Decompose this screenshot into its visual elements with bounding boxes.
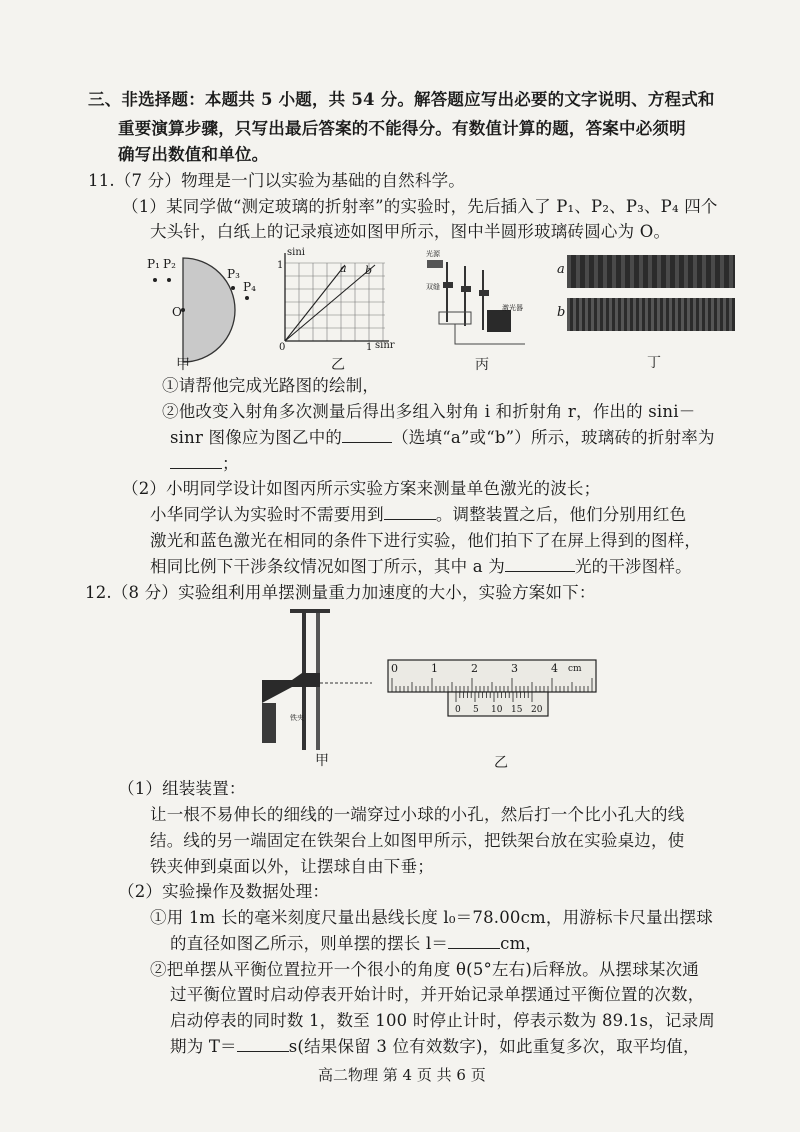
section-heading-line2: 重要演算步骤，只写出最后答案的不能得分。有数值计算的题，答案中必须明 xyxy=(118,119,686,138)
main-tick-3: 3 xyxy=(511,662,518,675)
vernier-tick-15: 15 xyxy=(511,705,523,715)
caption-ding: 丁 xyxy=(647,355,661,371)
q11-part2-text-a: 小华同学认为实验时不需要用到 xyxy=(150,505,384,524)
q11-sub2-line2 xyxy=(170,426,715,450)
q12-step1-line2: 结。线的另一端固定在铁架台上如图甲所示，把铁架台放在实验桌边，使 xyxy=(150,831,685,850)
q11-heading: 11.（7 分）物理是一门以实验为基础的自然科学。 xyxy=(88,171,465,190)
q11-sub2-line1: ②他改变入射角多次测量后得出多组入射角 i 和折射角 r，作出的 sini－ xyxy=(162,402,696,421)
answer-blank-length[interactable] xyxy=(448,932,500,949)
caliper-unit: cm xyxy=(568,664,582,674)
line-label-b: b xyxy=(365,264,373,277)
q11-sub2-text-a: sinr 图像应为图乙中的 xyxy=(170,428,343,447)
q12-step2: （2）实验操作及数据处理： xyxy=(118,882,330,901)
label-p1: P₁ xyxy=(147,257,160,271)
vernier-tick-20: 20 xyxy=(531,705,543,715)
q11-part1-line2: 大头针，白纸上的记录痕迹如图甲所示，图中半圆形玻璃砖圆心为 O。 xyxy=(150,222,671,241)
q11-part2-text-c: 相同比例下干涉条纹情况如图丁所示，其中 a 为 xyxy=(150,557,505,576)
q12-step2-b-text2: s(结果保留 3 位有效数字)，如此重复多次，取平均值， xyxy=(288,1037,700,1056)
caption-yi: 乙 xyxy=(331,357,345,373)
bing-label-slit: 双缝 xyxy=(426,283,440,291)
q12-step1-line1: 让一根不易伸长的细线的一端穿过小球的小孔，然后打一个比小孔大的线 xyxy=(150,805,685,824)
figure-bing-apparatus xyxy=(425,252,525,352)
q12-step1-line3: 铁夹伸到桌面以外，让摆球自由下垂； xyxy=(150,857,434,876)
q11-part2-line1: （2）小明同学设计如图丙所示实验方案来测量单色激光的波长； xyxy=(122,479,601,498)
q11-part2-line2 xyxy=(150,503,686,527)
caption-jia: 甲 xyxy=(176,357,190,373)
q11-part2-line3: 激光和蓝色激光在相同的条件下进行实验，他们拍下了在屏上得到的图样， xyxy=(150,531,702,550)
axis-zero: 0 xyxy=(279,342,286,353)
q11-part2-text-b: 。调整装置之后，他们分别用红色 xyxy=(435,505,687,524)
caption12-jia: 甲 xyxy=(315,753,329,769)
bing-label-source: 光源 xyxy=(426,250,440,258)
q12-step2-b-line3: 启动停表的同时数 1，数至 100 时停止计时，停表示数为 89.1s，记录周 xyxy=(170,1011,715,1030)
q11-part2-line4 xyxy=(150,555,692,579)
q12-step2-b-line2: 过平衡位置时启动停表开始计时，并开始记录单摆通过平衡位置的次数， xyxy=(170,985,705,1004)
q11-sub1: ①请帮他完成光路图的绘制， xyxy=(162,376,380,395)
axis-one-x: 1 xyxy=(366,342,373,353)
vernier-tick-10: 10 xyxy=(491,705,503,715)
label-p2: P₂ xyxy=(163,257,176,271)
q11-part1-line1: （1）某同学做“测定玻璃的折射率”的实验时，先后插入了 P₁、P₂、P₃、P₄ 四个 xyxy=(122,197,718,216)
q11-sub2-line3 xyxy=(170,452,239,476)
figure-ding-fringes xyxy=(567,255,737,335)
q12-step1: （1）组装装置： xyxy=(118,779,246,798)
caption-bing: 丙 xyxy=(475,357,489,373)
answer-blank-unneeded[interactable] xyxy=(384,503,436,520)
q12-step2-b-line4 xyxy=(170,1035,700,1059)
vernier-tick-0: 0 xyxy=(455,705,461,715)
answer-blank-color[interactable] xyxy=(505,555,575,572)
section-heading-line1: 三、非选择题：本题共 5 小题，共 54 分。解答题应写出必要的文字说明、方程式和 xyxy=(88,90,715,109)
main-tick-0: 0 xyxy=(391,662,398,675)
vernier-tick-5: 5 xyxy=(473,705,479,715)
band-label-b: b xyxy=(557,305,566,320)
q12-step2-a-unit: cm， xyxy=(500,934,543,953)
label-o: O xyxy=(172,305,182,319)
main-tick-4: 4 xyxy=(551,662,558,675)
q11-sub2-end: ； xyxy=(222,454,239,473)
band-label-a: a xyxy=(557,262,565,277)
label-p3: P₃ xyxy=(227,267,240,281)
axis-one-y: 1 xyxy=(277,260,284,271)
main-tick-2: 2 xyxy=(471,662,478,675)
line-label-a: a xyxy=(340,262,347,275)
label-p4: P₄ xyxy=(243,280,256,294)
main-tick-1: 1 xyxy=(431,662,438,675)
q12-heading: 12.（8 分）实验组利用单摆测量重力加速度的大小，实验方案如下： xyxy=(85,583,596,602)
q11-part2-text-d: 光的干涉图样。 xyxy=(574,557,692,576)
section-heading-line3: 确写出数值和单位。 xyxy=(118,145,269,164)
q12-step2-b-line1: ②把单摆从平衡位置拉开一个很小的角度 θ(5°左右)后释放。从摆球某次通 xyxy=(150,960,700,979)
bing-label-laser: 激光器 xyxy=(502,304,523,312)
axis-label-sinr: sinr xyxy=(375,340,395,351)
q11-sub2-text-b: （选填“a”或“b”）所示，玻璃砖的折射率为 xyxy=(392,428,715,447)
caption12-yi: 乙 xyxy=(494,755,508,771)
q12-step2-a-text: 的直径如图乙所示，则单摆的摆长 l＝ xyxy=(170,934,449,953)
q12-step2-a-line1: ①用 1m 长的毫米刻度尺量出悬线长度 l₀＝78.00cm，用游标卡尺量出摆球 xyxy=(150,908,713,927)
answer-blank-graph[interactable] xyxy=(342,426,392,443)
figure12-jia-stand xyxy=(262,605,382,755)
q12-step2-b-text: 期为 T＝ xyxy=(170,1037,237,1056)
answer-blank-period[interactable] xyxy=(237,1035,289,1052)
page-footer: 高二物理 第 4 页 共 6 页 xyxy=(318,1066,486,1084)
clamp-label: 铁夹 xyxy=(290,714,304,722)
q12-step2-a-line2 xyxy=(170,932,542,956)
axis-label-sini: sini xyxy=(287,247,305,258)
answer-blank-index[interactable] xyxy=(170,452,222,469)
